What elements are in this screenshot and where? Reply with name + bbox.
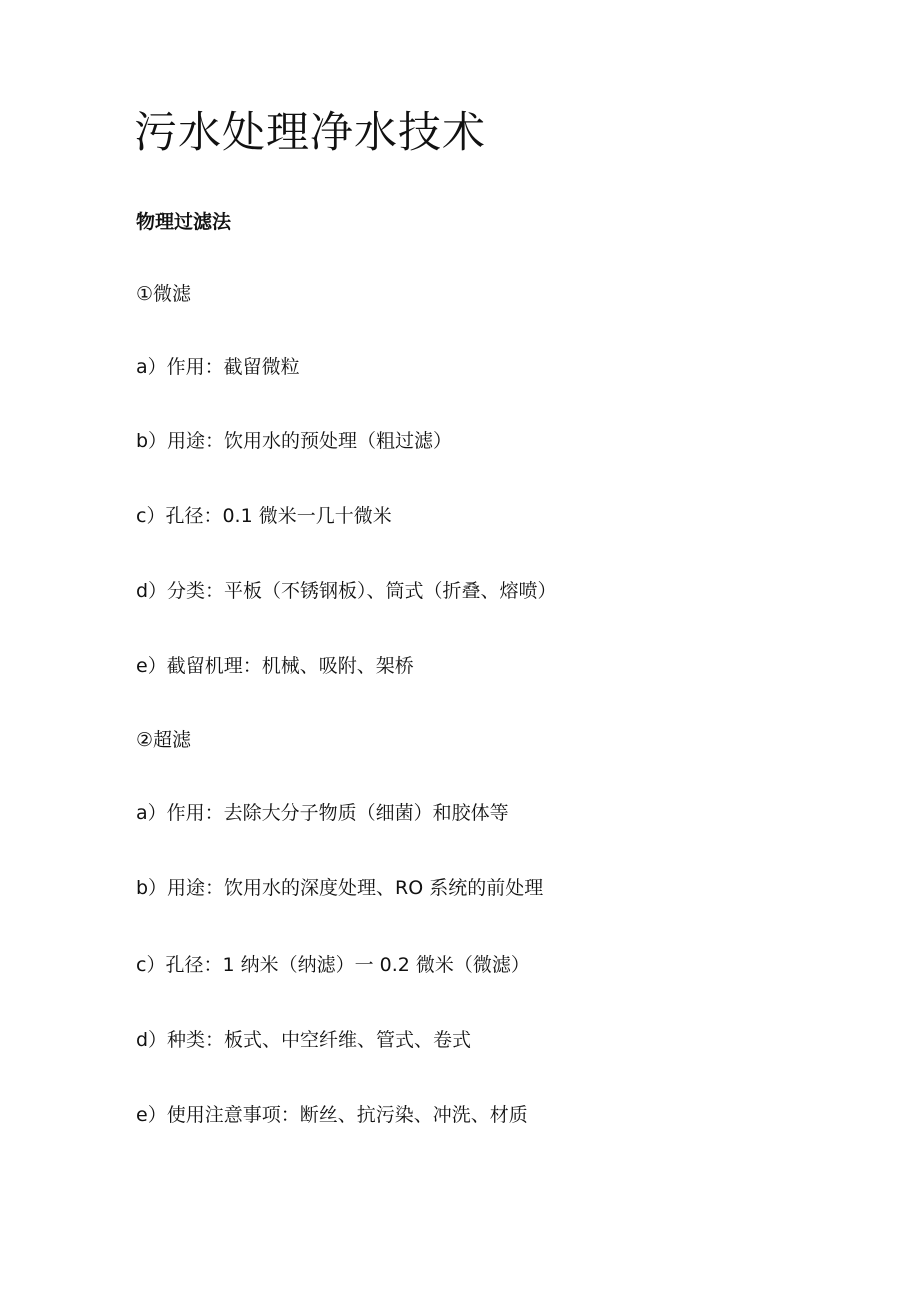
section-heading-physical-filtration: 物理过滤法	[136, 211, 232, 233]
ultrafiltration-item-usage: b）用途：饮用水的深度处理、RO 系统的前处理	[136, 877, 544, 899]
ultrafiltration-item-precautions: e）使用注意事项：断丝、抗污染、冲洗、材质	[136, 1104, 528, 1126]
subsection-heading-microfiltration: ①微滤	[136, 283, 192, 305]
ultrafiltration-item-pore-size: c）孔径：1 纳米（纳滤）一 0.2 微米（微滤）	[136, 954, 530, 976]
microfiltration-item-classification: d）分类：平板（不锈钢板）、筒式（折叠、熔喷）	[136, 580, 557, 602]
ultrafiltration-item-types: d）种类：板式、中空纤维、管式、卷式	[136, 1029, 472, 1051]
ultrafiltration-item-function: a）作用：去除大分子物质（细菌）和胶体等	[136, 802, 509, 824]
document-title: 污水处理净水技术	[134, 108, 486, 158]
microfiltration-item-pore-size: c）孔径：0.1 微米一几十微米	[136, 505, 392, 527]
microfiltration-item-usage: b）用途：饮用水的预处理（粗过滤）	[136, 430, 453, 452]
subsection-heading-ultrafiltration: ②超滤	[136, 729, 192, 751]
microfiltration-item-function: a）作用：截留微粒	[136, 356, 300, 378]
microfiltration-item-mechanism: e）截留机理：机械、吸附、架桥	[136, 655, 414, 677]
